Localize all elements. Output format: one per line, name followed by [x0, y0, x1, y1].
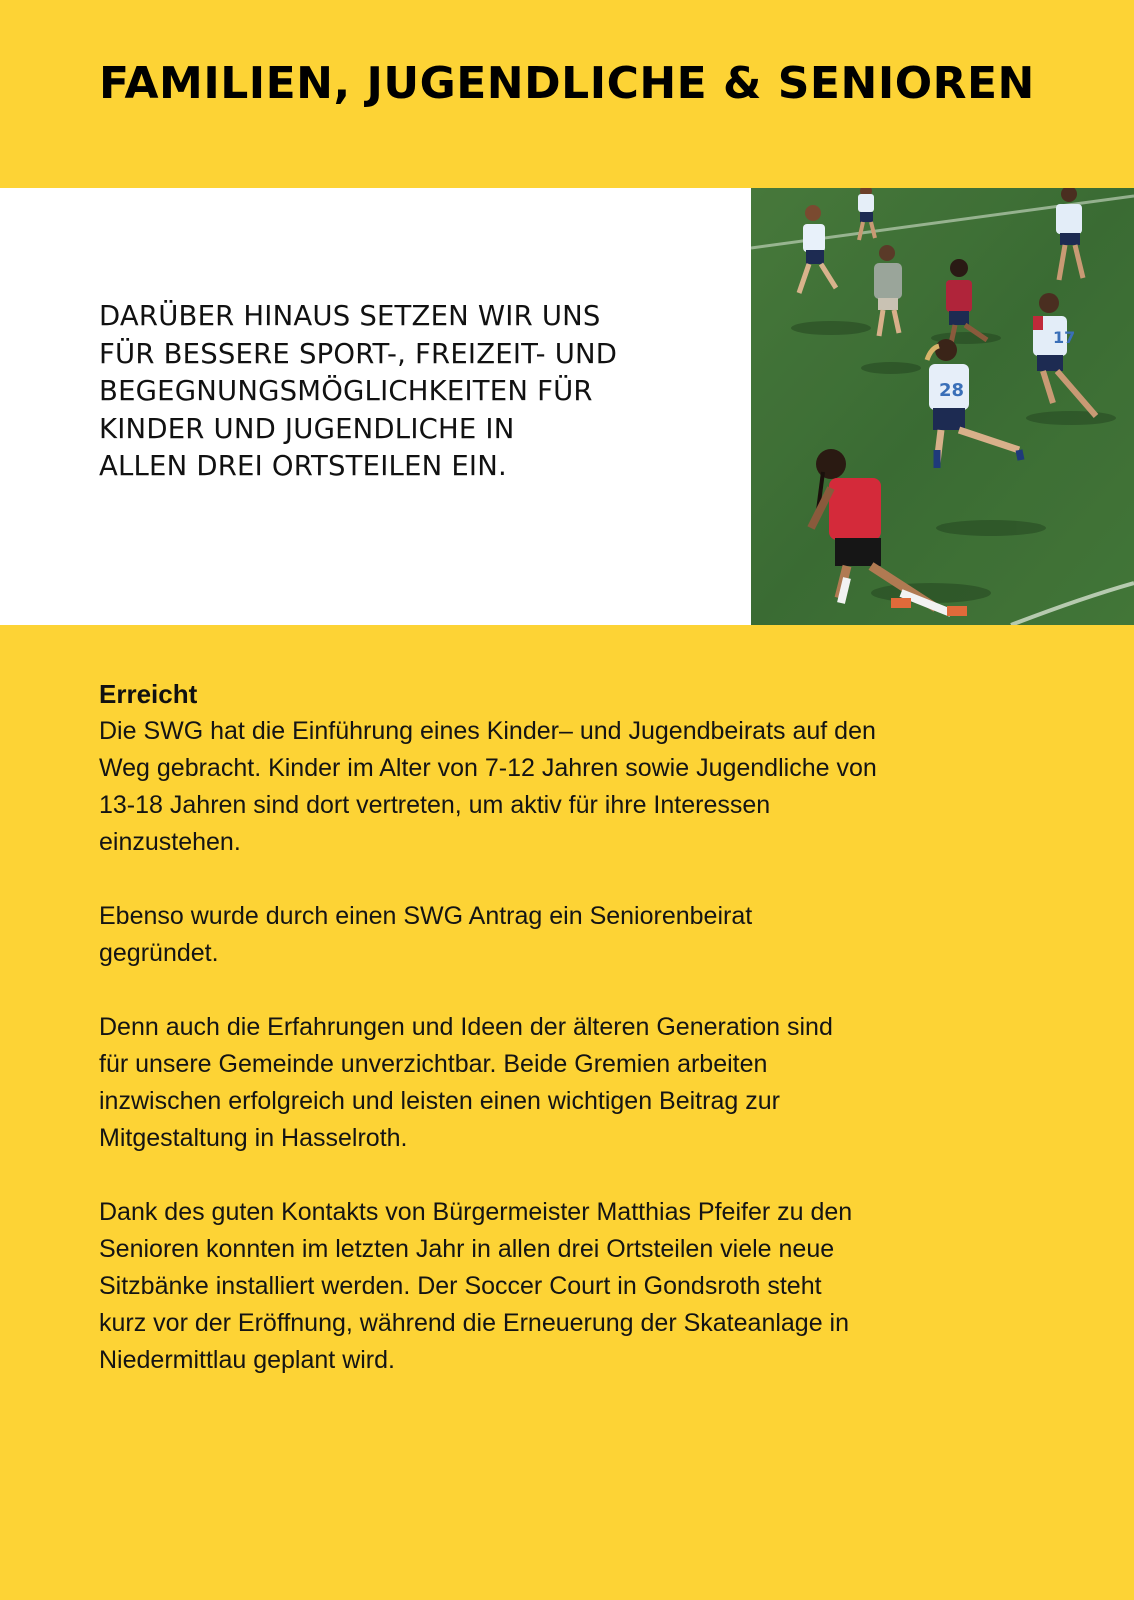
achievements-section: [99, 676, 1059, 1379]
paragraph-youth-council: Die SWG hat die Einführung eines Kinder– und Jugendbeirats auf den Weg gebracht. Kinder im Alter von 7-12 Jahren sowie Jugendliche von 13-18 Jahren sind dort vertreten, um aktiv für ihre Interessen einzustehen.: [99, 717, 877, 856]
section-heading: Erreicht: [99, 679, 198, 709]
header: [0, 0, 1134, 188]
soccer-photo: [751, 188, 1134, 625]
intro-band: [0, 188, 1134, 625]
svg-text:28: 28: [939, 380, 965, 401]
soccer-photo-illustration: [751, 188, 1134, 625]
paragraph-benches-soccer-court: Dank des guten Kontakts von Bürgermeister Matthias Pfeifer zu den Senioren konnten im letzten Jahr in allen drei Ortsteilen viele neue Sitzbänke installiert werden. Der Soccer Court in Gondsroth steht kurz vor der Eröffnung, während die Erneuerung der Skateanlage in Niedermittlau geplant wird.: [99, 1198, 853, 1374]
page-title: FAMILIEN, JUGENDLICHE & SENIOREN: [99, 58, 1035, 109]
paragraph-older-generation: Denn auch die Erfahrungen und Ideen der älteren Generation sind für unsere Gemeinde unverzichtbar. Beide Gremien arbeiten inzwischen erfolgreich und leisten einen wichtigen Beitrag zur Mitgestaltung in Hasselroth.: [99, 1013, 833, 1152]
paragraph-senior-council: Ebenso wurde durch einen SWG Antrag ein Seniorenbeirat gegründet.: [99, 902, 753, 967]
svg-text:17: 17: [1053, 328, 1076, 347]
intro-statement: DARÜBER HINAUS SETZEN WIR UNS FÜR BESSERE SPORT-, FREIZEIT- UND BEGEGNUNGSMÖGLICHKEITEN FÜR KINDER UND JUGENDLICHE IN ALLEN DREI ORTSTEILEN EIN.: [99, 300, 618, 482]
